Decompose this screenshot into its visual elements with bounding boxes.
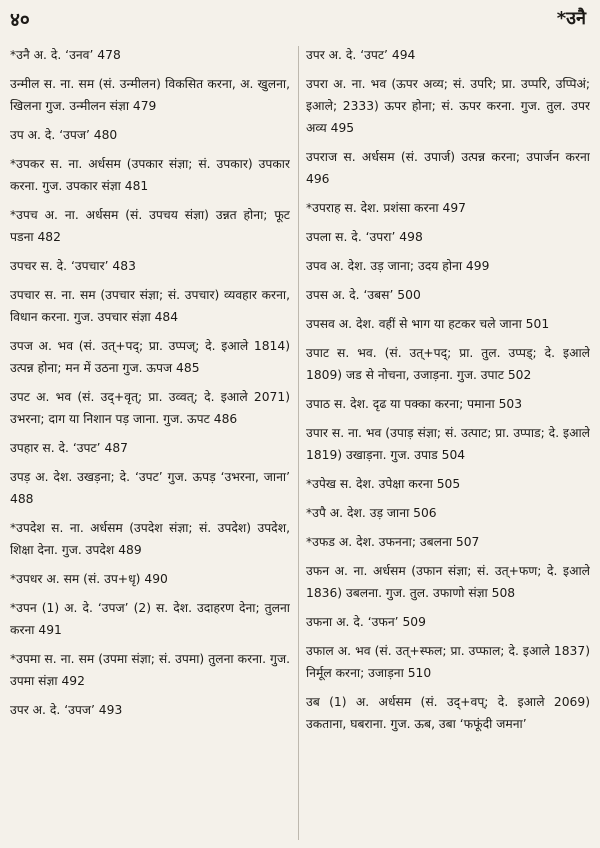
dictionary-entry: उब (1) अ. अर्धसम (सं. उद्+वप्; दे. इआले 2069) उकताना, घबराना. गुज. ऊब, उबा ‘फफूंदी जमना’ bbox=[306, 695, 590, 731]
dictionary-entry: उपार स. ना. भव (उपाड़ संज्ञा; सं. उत्पाट; प्रा. उप्पाड; दे. इआले 1819) उखाड़ना. गुज. उपाड 504 bbox=[306, 426, 590, 462]
dictionary-entry: उपचार स. ना. सम (उपचार संज्ञा; सं. उपचार) व्यवहार करना, विधान करना. गुज. उपचार संज्ञा 484 bbox=[10, 288, 290, 324]
column-divider bbox=[298, 46, 299, 840]
dictionary-entry: *उफड अ. देश. उफनना; उबलना 507 bbox=[306, 535, 480, 549]
dictionary-entry: उप अ. दे. ‘उपज’ 480 bbox=[10, 128, 118, 142]
dictionary-entry: *उपन (1) अ. दे. ‘उपज’ (2) स. देश. उदाहरण देना; तुलना करना 491 bbox=[10, 601, 290, 637]
left-column bbox=[8, 44, 290, 844]
dictionary-entry: उपाठ स. देश. दृढ या पक्का करना; पमाना 503 bbox=[306, 397, 523, 411]
right-column bbox=[306, 44, 590, 844]
running-headword: *उनै bbox=[556, 8, 586, 29]
dictionary-entry: उपड़ अ. देश. उखड़ना; दे. ‘उपट’ गुज. ऊपड़ ‘उभरना, जाना’ 488 bbox=[10, 470, 290, 506]
dictionary-entry: उपट अ. भव (सं. उद्+वृत्; प्रा. उव्वत्; दे. इआले 2071) उभरना; दाग या निशान पड़ जाना. गुज. ऊपट 486 bbox=[10, 390, 290, 426]
dictionary-entry: *उपै अ. देश. उड़ जाना 506 bbox=[306, 506, 437, 520]
dictionary-entry: उपज अ. भव (सं. उत्+पद्; प्रा. उप्पज्; दे. इआले 1814) उत्पन्न होना; मन में उठना गुज. ऊपज 485 bbox=[10, 339, 290, 375]
dictionary-entry: उपर अ. दे. ‘उपट’ 494 bbox=[306, 48, 416, 62]
page-number: ४० bbox=[10, 9, 30, 31]
dictionary-entry: उपला स. दे. ‘उपरा’ 498 bbox=[306, 230, 423, 244]
dictionary-entry: उपरा अ. ना. भव (ऊपर अव्य; सं. उपरि; प्रा. उप्परि, उप्पिअं; इआले; 2333) ऊपर होना; सं. ऊपर करना. गुज. तुल. उपर अव्य 495 bbox=[306, 77, 590, 135]
dictionary-entry: उपाट स. भव. (सं. उत्+पद्; प्रा. तुल. उप्पड्; दे. इआले 1809) जड से नोचना, उजाड़ना. गुज. उपाट 502 bbox=[306, 346, 590, 382]
dictionary-entry: उन्मील स. ना. सम (सं. उन्मीलन) विकसित करना, अ. खुलना, खिलना गुज. उन्मीलन संज्ञा 479 bbox=[10, 77, 290, 113]
dictionary-entry: उपचर स. दे. ‘उपचार’ 483 bbox=[10, 259, 136, 273]
page-header bbox=[10, 6, 586, 32]
dictionary-entry: उपर अ. दे. ‘उपज’ 493 bbox=[10, 703, 123, 717]
dictionary-entry: *उपच अ. ना. अर्धसम (सं. उपचय संज्ञा) उन्नत होना; फूट पडना 482 bbox=[10, 208, 290, 244]
dictionary-entry: उपव अ. देश. उड़ जाना; उदय होना 499 bbox=[306, 259, 490, 273]
dictionary-entry: *उपेख स. देश. उपेक्षा करना 505 bbox=[306, 477, 461, 491]
dictionary-entry: *उपदेश स. ना. अर्धसम (उपदेश संज्ञा; सं. उपदेश) उपदेश, शिक्षा देना. गुज. उपदेश 489 bbox=[10, 521, 290, 557]
dictionary-entry: उपसव अ. देश. वहीं से भाग या हटकर चले जाना 501 bbox=[306, 317, 550, 331]
dictionary-entry: उपस अ. दे. ‘उबस’ 500 bbox=[306, 288, 421, 302]
dictionary-entry: *उपधर अ. सम (सं. उप+धृ) 490 bbox=[10, 572, 168, 586]
dictionary-entry: उफाल अ. भव (सं. उत्+स्फल; प्रा. उप्फाल; दे. इआले 1837) निर्मूल करना; उजाड़ना 510 bbox=[306, 644, 590, 680]
dictionary-entry: उफना अ. दे. ‘उफन’ 509 bbox=[306, 615, 426, 629]
dictionary-entry: उफन अ. ना. अर्धसम (उफान संज्ञा; सं. उत्+फण; दे. इआले 1836) उबलना. गुज. तुल. उफाणो संज्ञा 508 bbox=[306, 564, 590, 600]
dictionary-entry: उपराज स. अर्धसम (सं. उपार्ज) उत्पन्न करना; उपार्जन करना 496 bbox=[306, 150, 590, 186]
dictionary-entry: *उपमा स. ना. सम (उपमा संज्ञा; सं. उपमा) तुलना करना. गुज. उपमा संज्ञा 492 bbox=[10, 652, 290, 688]
dictionary-entry: *उपराह स. देश. प्रशंसा करना 497 bbox=[306, 201, 466, 215]
dictionary-entry: *उपकर स. ना. अर्धसम (उपकार संज्ञा; सं. उपकार) उपकार करना. गुज. उपकार संज्ञा 481 bbox=[10, 157, 290, 193]
dictionary-entry: *उनै अ. दे. ‘उनव’ 478 bbox=[10, 48, 121, 62]
dictionary-entry: उपहार स. दे. ‘उपट’ 487 bbox=[10, 441, 128, 455]
